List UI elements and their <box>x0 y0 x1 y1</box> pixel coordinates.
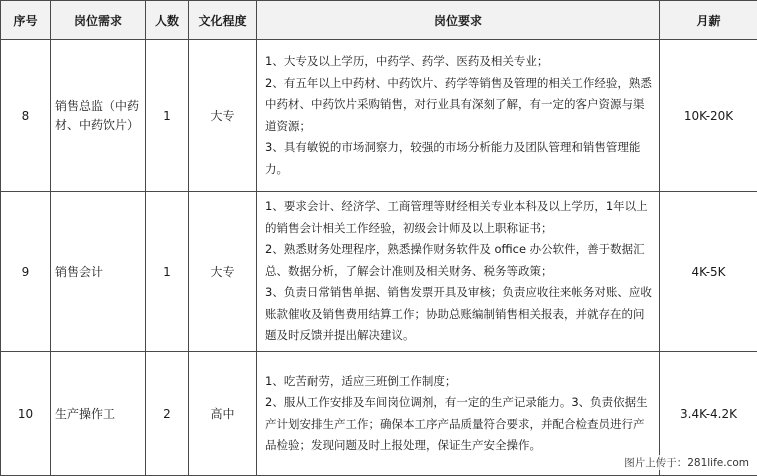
table-row <box>1 40 757 192</box>
table-row <box>1 192 757 352</box>
row-salary: 4K-5K <box>660 192 757 352</box>
row-salary: 10K-20K <box>660 40 757 192</box>
requirement-line: 3、负责日常销售单据、销售发票开具及审核；负责应收往来帐务对账、应收账款催收及销售费用结算工作；协助总账编制销售相关报表，并就存在的问题及时反馈并提出解决建议。 <box>265 282 653 347</box>
watermark: 图片上传于：281life.com <box>622 455 751 470</box>
header-salary: 月薪 <box>660 1 757 40</box>
row-education: 高中 <box>189 352 257 476</box>
row-education: 大专 <box>189 192 257 352</box>
row-position: 销售会计 <box>51 192 146 352</box>
row-count: 1 <box>146 40 189 192</box>
row-salary: 3.4K-4.2K <box>660 352 757 476</box>
requirement-line: 2、熟悉财务处理程序，熟悉操作财务软件及 office 办公软件，善于数据汇总、数据分析，了解会计准则及相关财务、税务等政策； <box>265 239 653 282</box>
row-no: 9 <box>1 192 51 352</box>
row-count: 1 <box>146 192 189 352</box>
row-requirements <box>257 352 660 476</box>
row-no: 10 <box>1 352 51 476</box>
header-row <box>1 1 757 40</box>
header-no: 序号 <box>1 1 51 40</box>
requirement-line: 1、吃苦耐劳，适应三班倒工作制度； <box>265 371 653 393</box>
row-no: 8 <box>1 40 51 192</box>
requirement-line: 3、具有敏锐的市场洞察力，较强的市场分析能力及团队管理和销售管理能力。 <box>265 137 653 180</box>
row-requirements <box>257 40 660 192</box>
header-requirements: 岗位要求 <box>257 1 660 40</box>
header-count: 人数 <box>146 1 189 40</box>
requirement-line: 2、服从工作安排及车间岗位调剂，有一定的生产记录能力。3、负责依据生产计划安排生产工作；确保本工序产品质量符合要求，并配合检查员进行产品检验；发现问题及时上报处理，保证生产安全操作。 <box>265 392 653 457</box>
header-education: 文化程度 <box>189 1 257 40</box>
header-position: 岗位需求 <box>51 1 146 40</box>
row-position: 销售总监（中药材、中药饮片） <box>51 40 146 192</box>
row-education: 大专 <box>189 40 257 192</box>
requirement-line: 2、有五年以上中药材、中药饮片、药学等销售及管理的相关工作经验，熟悉中药材、中药饮片采购销售，对行业具有深刻了解，有一定的客户资源与渠道资源； <box>265 73 653 138</box>
row-position: 生产操作工 <box>51 352 146 476</box>
row-requirements <box>257 192 660 352</box>
requirement-line: 1、要求会计、经济学、工商管理等财经相关专业本科及以上学历，1年以上的销售会计相关工作经验，初级会计师及以上职称证书； <box>265 196 653 239</box>
requirement-line: 1、大专及以上学历，中药学、药学、医药及相关专业； <box>265 51 653 73</box>
row-count: 2 <box>146 352 189 476</box>
